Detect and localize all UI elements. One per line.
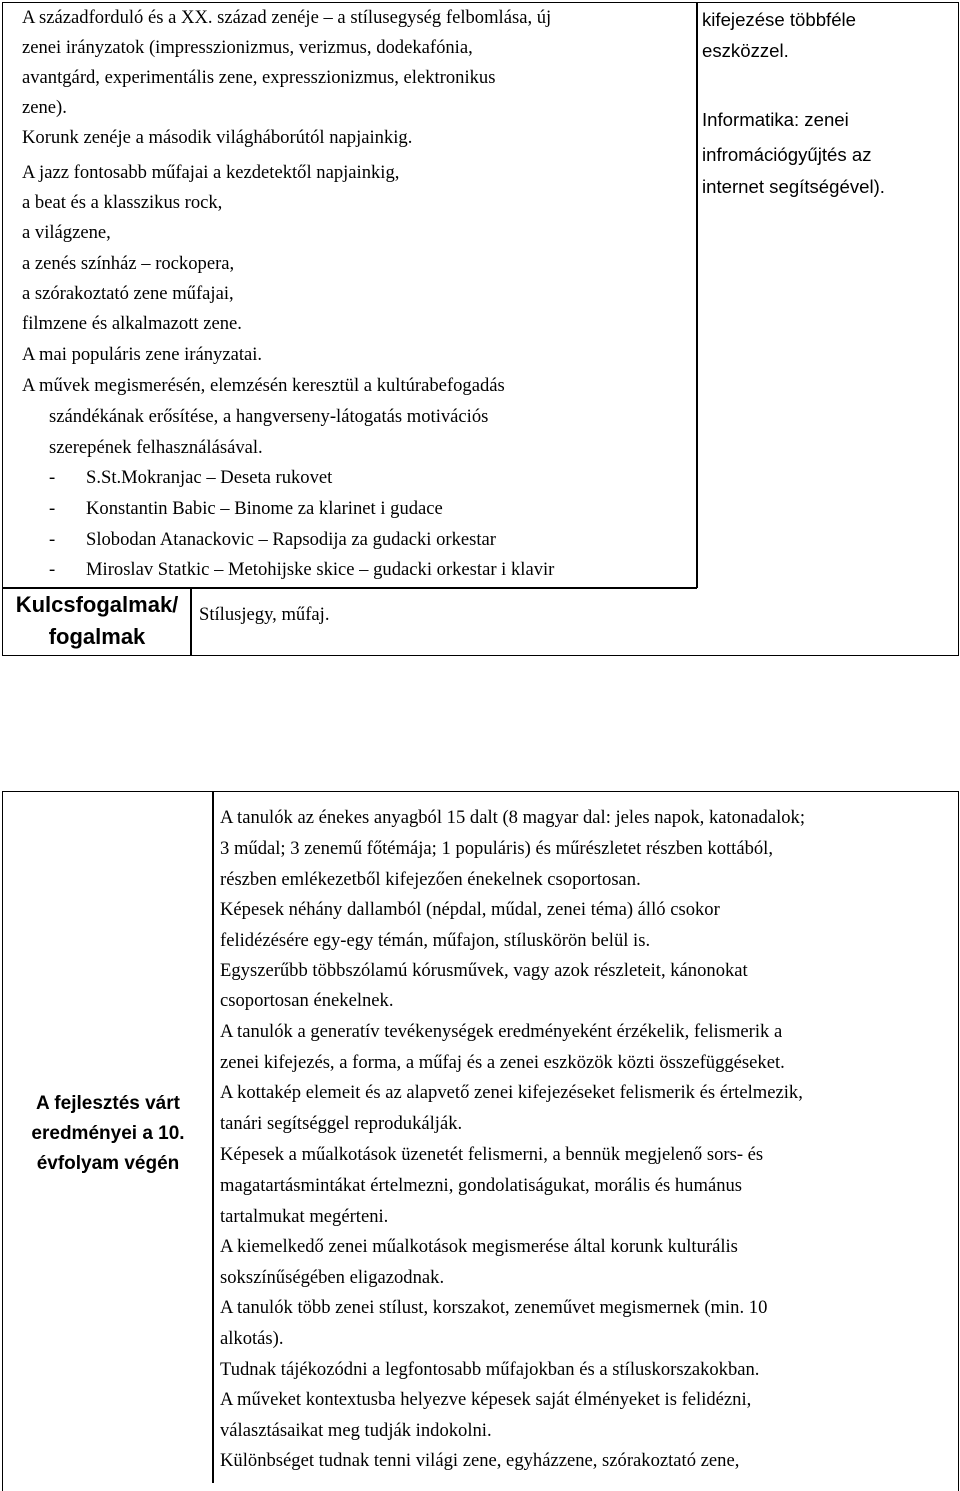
text-line: Informatika: zenei [702, 109, 849, 130]
text-line: választásaikat meg tudják indokolni. [220, 1420, 492, 1441]
outcomes-label [4, 1089, 212, 1179]
text-line: filmzene és alkalmazott zene. [22, 313, 242, 334]
text-line: A mai populáris zene irányzatai. [22, 344, 263, 365]
text-line: internet segítségével). [702, 176, 885, 197]
text-line: A jazz fontosabb műfajai a kezdetektől napjainkig, [22, 162, 400, 183]
text-line: tartalmukat megérteni. [220, 1206, 389, 1227]
label-line: A fejlesztés várt [36, 1093, 180, 1114]
text-line: csoportosan énekelnek. [220, 990, 394, 1011]
text-line: tanári segítséggel reprodukálják. [220, 1113, 463, 1134]
text-line: A műveket kontextusba helyezve képesek saját élményeket is felidézni, [220, 1389, 752, 1410]
text-line: A művek megismerésén, elemzésén keresztül a kultúrabefogadás [22, 375, 505, 396]
text-line: szándékának erősítése, a hangverseny-látogatás motivációs [49, 406, 489, 427]
column-divider [696, 2, 698, 588]
text-line: a beat és a klasszikus rock, [22, 192, 223, 213]
column-divider [212, 791, 214, 1483]
key-concepts-label [4, 589, 190, 653]
text-line: a világzene, [22, 222, 111, 243]
text-line: eszközzel. [702, 40, 789, 61]
key-concepts-value: Stílusjegy, műfaj. [199, 604, 330, 625]
text-line: Egyszerűbb többszólamú kórusművek, vagy azok részleteit, kánonokat [220, 960, 748, 981]
work-item: Slobodan Atanackovic – Rapsodija za gudacki orkestar [86, 529, 496, 550]
text-line: magatartásmintákat értelmezni, gondolatiságukat, morális és humánus [220, 1175, 743, 1196]
text-line: részben emlékezetből kifejezően énekelnek csoportosan. [220, 869, 641, 890]
text-line: A kiemelkedő zenei műalkotások megismerése által korunk kulturális [220, 1236, 738, 1257]
text-line: A tanulók a generatív tevékenységek eredményeként érzékelik, felismerik a [220, 1021, 783, 1042]
text-line: 3 műdal; 3 zenemű főtémája; 1 populáris) és műrészletet részben kottából, [220, 838, 773, 859]
text-line: A századforduló és a XX. század zenéje – a stílusegység felbomlása, új [22, 7, 552, 28]
text-line: Tudnak tájékozódni a legfontosabb műfajokban és a stíluskorszakokban. [220, 1359, 760, 1380]
label-line: Kulcsfogalmak/ [15, 592, 179, 617]
text-line: Képesek a műalkotások üzenetét felismerni, a bennük megjelenő sors- és [220, 1144, 764, 1165]
work-item: S.St.Mokranjac – Deseta rukovet [86, 467, 333, 488]
work-item: Miroslav Statkic – Metohijske skice – gudacki orkestar i klavir [86, 559, 555, 580]
key-label-divider [190, 587, 192, 656]
list-bullet: - [49, 498, 56, 519]
text-line: zenei irányzatok (impresszionizmus, verizmus, dodekafónia, [22, 37, 473, 58]
text-line: a szórakoztató zene műfajai, [22, 283, 234, 304]
text-line: zene). [22, 97, 67, 118]
text-line: A tanulók több zenei stílust, korszakot, zeneművet megismernek (min. 10 [220, 1297, 768, 1318]
text-line: sokszínűségében eligazodnak. [220, 1267, 445, 1288]
list-bullet: - [49, 467, 56, 488]
list-bullet: - [49, 529, 56, 550]
text-line: felidézésére egy-egy témán, műfajon, stíluskörön belül is. [220, 930, 651, 951]
text-line: Képesek néhány dallamból (népdal, műdal, zenei téma) álló csokor [220, 899, 720, 920]
work-item: Konstantin Babic – Binome za klarinet i gudace [86, 498, 443, 519]
text-line: a zenés színház – rockopera, [22, 253, 235, 274]
text-line: Különbséget tudnak tenni világi zene, egyházzene, szórakoztató zene, [220, 1450, 740, 1471]
text-line: alkotás). [220, 1328, 284, 1349]
label-line: fogalmak [48, 624, 146, 649]
label-line: évfolyam végén [36, 1153, 180, 1174]
text-line: infromációgyűjtés az [702, 144, 872, 165]
text-line: szerepének felhasználásával. [49, 437, 263, 458]
text-line: kifejezése többféle [702, 9, 857, 30]
text-line: avantgárd, experimentális zene, expresszionizmus, elektronikus [22, 67, 496, 88]
text-line: A kottakép elemeit és az alapvető zenei kifejezéseket felismerik és értelmezik, [220, 1082, 803, 1103]
text-line: Korunk zenéje a második világháborútól napjainkig. [22, 127, 413, 148]
text-line: A tanulók az énekes anyagból 15 dalt (8 magyar dal: jeles napok, katonadalok; [220, 807, 806, 828]
label-line: eredményei a 10. [31, 1123, 185, 1144]
text-line: zenei kifejezés, a forma, a műfaj és a zenei eszközök közti összefüggéseket. [220, 1052, 785, 1073]
list-bullet: - [49, 559, 56, 580]
